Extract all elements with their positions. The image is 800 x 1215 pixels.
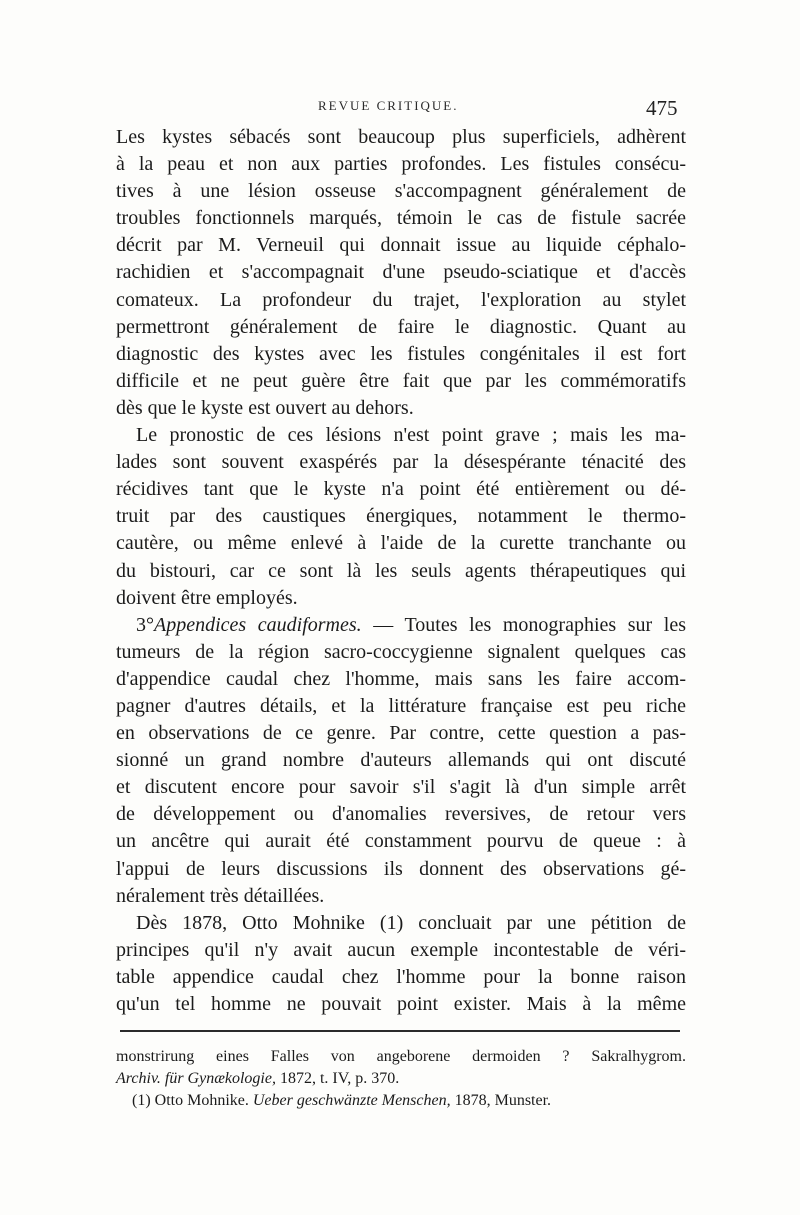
text-line: principes qu'il n'y avait aucun exemple incontestable de véri- (116, 938, 686, 961)
running-title: REVUE CRITIQUE. (318, 98, 459, 113)
text-line: sionné un grand nombre d'auteurs allemands qui ont discuté (116, 749, 686, 772)
text-line: en observations de ce genre. Par contre, cette question a pas- (116, 722, 686, 745)
paragraph-2 (116, 422, 686, 612)
text-line: et discutent encore pour savoir s'il s'agit là d'un simple arrêt (116, 776, 686, 799)
page-header (0, 96, 800, 120)
text-line: un ancêtre qui aurait été constamment pourvu de queue : à (116, 830, 686, 853)
text-line: d'appendice caudal chez l'homme, mais sans les faire accom- (116, 667, 686, 690)
text-line: du bistouri, car ce sont là les seuls agents thérapeutiques qui (116, 559, 686, 582)
section-heading-line (116, 612, 686, 639)
paragraph-1 (116, 124, 686, 422)
section-number: 3° (136, 613, 154, 636)
footnote-work-title: Ueber geschwänzte Menschen, (252, 1092, 451, 1109)
text-line: doivent être employés. (116, 586, 298, 609)
citation-details: 1872, t. IV, p. 370. (275, 1070, 400, 1087)
text-line: difficile et ne peut guère être fait que par les commémoratifs (116, 369, 686, 392)
text-line: tives à une lésion osseuse s'accompagnent généralement de (116, 180, 686, 203)
text-line: tumeurs de la région sacro-coccygienne signalent quelques cas (116, 640, 686, 663)
paragraph-4 (116, 910, 686, 1018)
text-line: lades sont souvent exaspérés par la désespérante ténacité des (116, 451, 686, 474)
footnote-divider (120, 1030, 680, 1032)
footnote-continuation: monstrirung eines Falles von angeborene dermoiden ? Sakralhygrom. (116, 1048, 686, 1065)
text-line: qu'un tel homme ne pouvait point exister. Mais à la même (116, 993, 686, 1015)
page-number: 475 (646, 96, 678, 120)
body-text (116, 124, 686, 1018)
footnote-1 (116, 1090, 686, 1112)
text-line: néralement très détaillées. (116, 884, 325, 907)
text-line: diagnostic des kystes avec les fistules congénitales il est fort (116, 342, 686, 365)
footnotes (116, 1046, 686, 1112)
text-line: permettront généralement de faire le diagnostic. Quant au (116, 315, 686, 338)
text-line: troubles fonctionnels marqués, témoin le cas de fistule sacrée (116, 207, 686, 230)
text-line: dès que le kyste est ouvert au dehors. (116, 396, 414, 419)
text-line: rachidien et s'accompagnait d'une pseudo-sciatique et d'accès (116, 261, 686, 284)
footnote-citation (116, 1068, 686, 1090)
text-line: pagner d'autres détails, et la littérature française est peu riche (116, 694, 686, 717)
footnote-marker: (1) Otto Mohnike. (132, 1092, 249, 1109)
text-line: comateux. La profondeur du trajet, l'exploration au stylet (116, 288, 686, 311)
text-line: truit par des caustiques énergiques, notamment le thermo- (116, 505, 686, 528)
text-line: de développement ou d'anomalies reversives, de retour vers (116, 803, 686, 826)
text-line: l'appui de leurs discussions ils donnent des observations gé- (116, 857, 686, 880)
footnote-details: 1878, Munster. (450, 1092, 552, 1109)
section-lead: — Toutes les monographies sur les (361, 613, 686, 636)
text-line: table appendice caudal chez l'homme pour la bonne raison (116, 965, 686, 988)
text-line: cautère, ou même enlevé à l'aide de la curette tranchante ou (116, 532, 686, 555)
text-line: à la peau et non aux parties profondes. Les fistules consécu- (116, 153, 686, 176)
paragraph-3 (116, 612, 686, 910)
text-line: décrit par M. Verneuil qui donnait issue au liquide céphalo- (116, 234, 686, 257)
text-line: Le pronostic de ces lésions n'est point grave ; mais les ma- (136, 424, 686, 447)
text-line: Les kystes sébacés sont beaucoup plus superficiels, adhèrent (116, 126, 686, 148)
text-line: récidives tant que le kyste n'a point été entièrement ou dé- (116, 478, 686, 501)
section-title: Appendices caudiformes. (154, 613, 362, 636)
journal-title: Archiv. für Gynækologie, (116, 1070, 276, 1087)
text-line: Dès 1878, Otto Mohnike (1) concluait par une pétition de (136, 911, 686, 934)
